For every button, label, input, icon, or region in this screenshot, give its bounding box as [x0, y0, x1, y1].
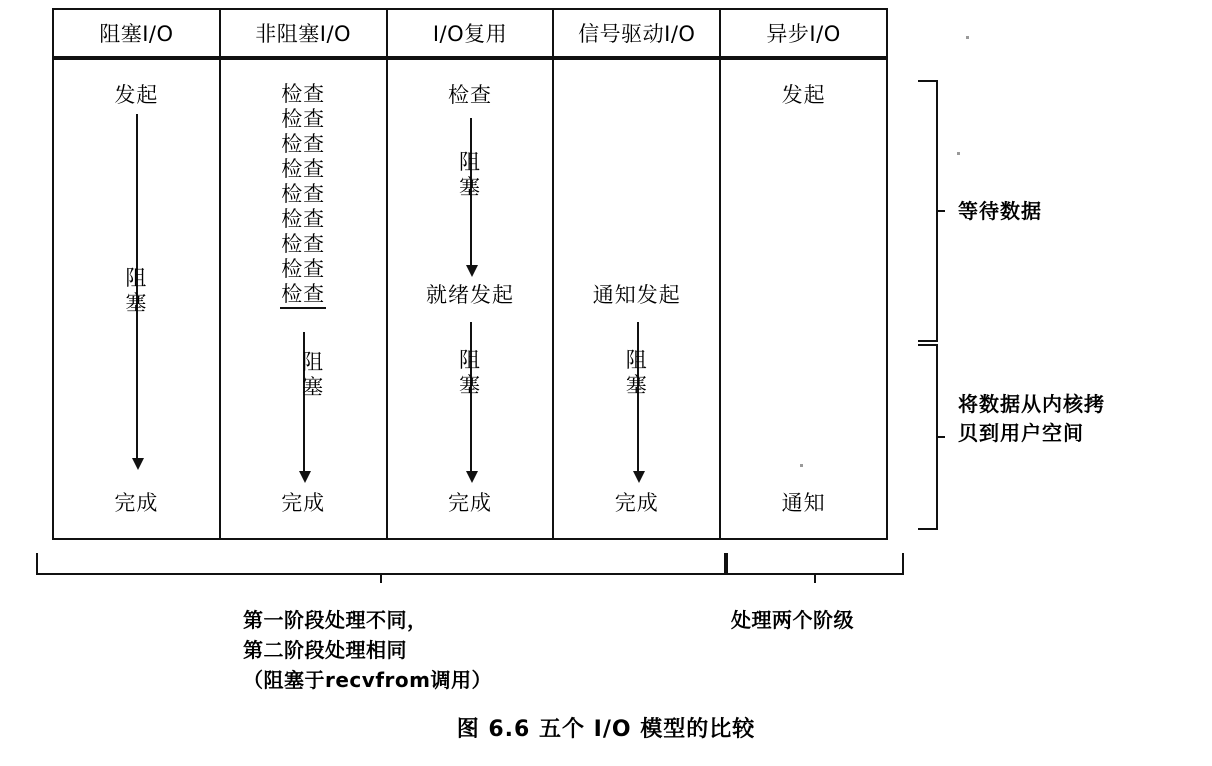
- blocking-end-label: 完成: [114, 491, 159, 515]
- column-io-multiplexing: [388, 60, 555, 538]
- signal-block-char2: 塞: [625, 373, 648, 397]
- annotation-stage-difference-line2: 第二阶段处理相同: [243, 638, 407, 662]
- blocking-block-char2: 塞: [125, 291, 148, 315]
- nonblocking-poll-label: 检查: [281, 207, 326, 231]
- scan-speck: [966, 36, 969, 39]
- multiplex-start-label: 检查: [447, 83, 492, 107]
- brace-wait-data: [918, 80, 938, 342]
- signal-block-label: [626, 348, 648, 398]
- table-body-row: [54, 60, 886, 538]
- annotation-two-stages-line1: 处理两个阶级: [731, 608, 854, 632]
- signal-block-char1: 阻: [625, 348, 648, 372]
- annotation-two-stages: [731, 605, 854, 635]
- column-nonblocking-io: [221, 60, 388, 538]
- brace-copy-data: [918, 344, 938, 530]
- multiplex-ready-label: 就绪发起: [425, 283, 514, 307]
- multiplex-block1-char1: 阻: [458, 150, 481, 174]
- multiplex-block1-label: [459, 150, 481, 200]
- annotation-copy-data-line2: 贝到用户空间: [958, 421, 1084, 445]
- nonblocking-poll-label: 检查: [280, 282, 326, 309]
- annotation-stage-difference-line3: （阻塞于recvfrom调用）: [243, 668, 492, 692]
- async-end-label: 通知: [781, 491, 826, 515]
- annotation-wait-data: 等待数据: [958, 199, 1042, 223]
- column-header-io-multiplexing: I/O复用: [388, 10, 555, 56]
- table-header-row: [54, 10, 886, 60]
- nonblocking-poll-label: 检查: [281, 182, 326, 206]
- nonblocking-poll-label: 检查: [281, 82, 326, 106]
- async-start-label: 发起: [781, 83, 826, 107]
- brace-async-column: [726, 553, 904, 575]
- multiplex-end-label: 完成: [447, 491, 492, 515]
- blocking-block-char1: 阻: [125, 266, 148, 290]
- column-blocking-io: [54, 60, 221, 538]
- annotation-stage-difference-line1: 第一阶段处理不同，: [243, 608, 428, 632]
- multiplex-block1-char2: 塞: [458, 175, 481, 199]
- multiplex-block2-label: [459, 348, 481, 398]
- nonblocking-block-char1: 阻: [302, 350, 325, 374]
- signal-end-label: 完成: [614, 491, 659, 515]
- annotation-copy-data: [958, 390, 1105, 448]
- nonblocking-poll-label: 检查: [281, 107, 326, 131]
- annotation-copy-data-line1: 将数据从内核拷: [958, 392, 1105, 416]
- figure-caption: 图 6.6 五个 I/O 模型的比较: [456, 717, 756, 742]
- annotation-stage-difference: [243, 605, 492, 695]
- nonblocking-poll-label: 检查: [281, 257, 326, 281]
- scan-speck: [957, 152, 960, 155]
- column-header-blocking-io: 阻塞I/O: [54, 10, 221, 56]
- nonblocking-end-label: 完成: [281, 491, 326, 515]
- nonblocking-poll-label: 检查: [281, 232, 326, 256]
- column-header-signal-driven-io: 信号驱动I/O: [554, 10, 721, 56]
- brace-first-four-columns: [36, 553, 726, 575]
- nonblocking-block-label: [302, 350, 324, 400]
- column-async-io: [721, 60, 886, 538]
- blocking-block-label: [125, 266, 147, 316]
- blocking-start-label: 发起: [114, 83, 159, 107]
- comparison-table: [52, 8, 888, 540]
- column-header-nonblocking-io: 非阻塞I/O: [221, 10, 388, 56]
- nonblocking-poll-label: 检查: [281, 132, 326, 156]
- column-signal-driven-io: [554, 60, 721, 538]
- nonblocking-block-char2: 塞: [302, 375, 325, 399]
- multiplex-block2-char1: 阻: [458, 348, 481, 372]
- nonblocking-poll-label: 检查: [281, 157, 326, 181]
- scan-speck: [800, 464, 803, 467]
- column-header-async-io: 异步I/O: [766, 22, 841, 46]
- nonblocking-poll-stack: [221, 82, 386, 309]
- signal-notify-label: 通知发起: [592, 283, 681, 307]
- multiplex-block2-char2: 塞: [458, 373, 481, 397]
